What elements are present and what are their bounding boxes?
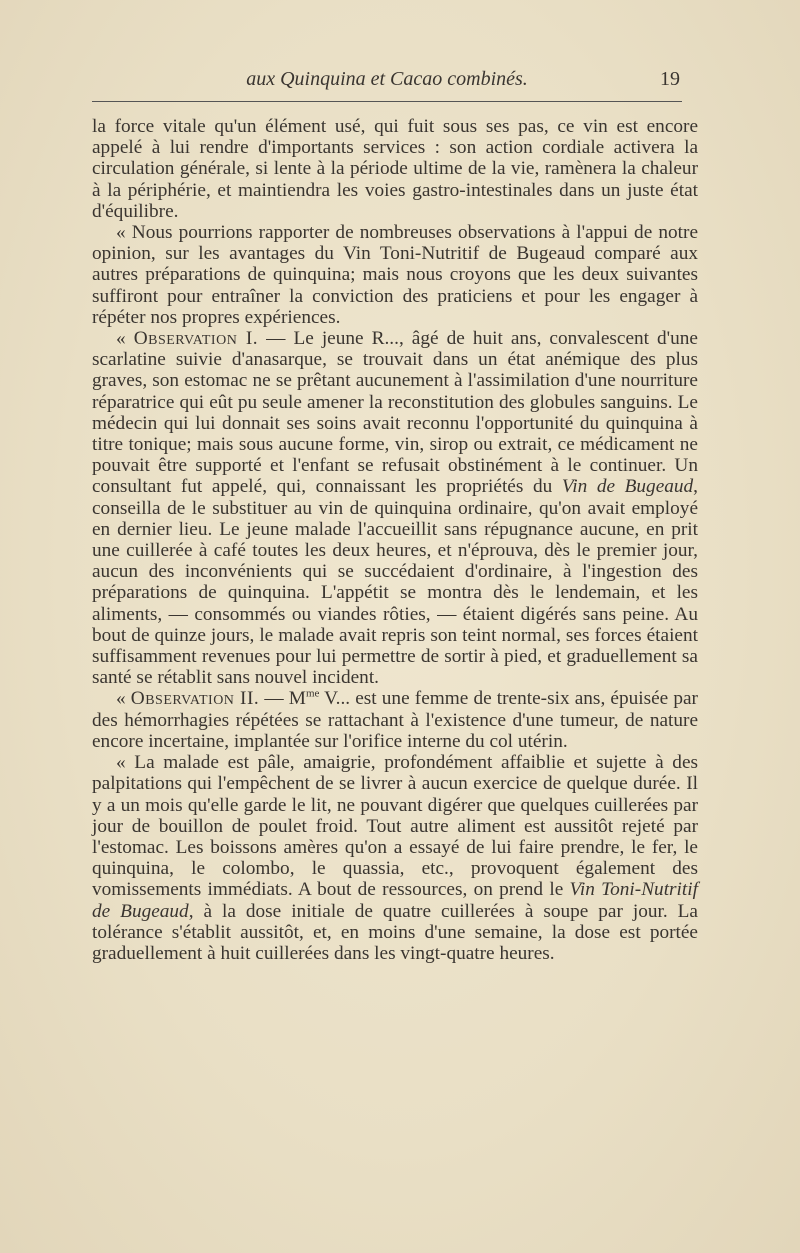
header-rule <box>92 101 682 102</box>
paragraph-text: , à la dose initiale de quatre cuillerées à soupe par jour. La tolérance s'établit aussitôt, et, en moins d'une semaine, la dose est portée graduellement à huit cuillerées dans les vingt-quatre heures. <box>92 900 698 964</box>
paragraph-text: « La malade est pâle, amaigrie, profondément affaiblie et sujette à des palpitations qui l'empêchent de se livrer à aucun exercice de quelque durée. Il y a un mois qu'elle garde le lit, ne pouvant digérer que quelques cuillerées par jour de bouillon de poulet froid. Tout autre aliment est aussitôt rejeté par l'estomac. Les boissons amères qu'on a essayé de lui faire prendre, le fer, le quinquina, le colombo, le quassia, etc., provoquent également des vomissements immédiats. A bout de ressources, on prend le <box>92 752 698 901</box>
superscript-me: me <box>305 688 320 701</box>
paragraph-continuation <box>92 116 698 222</box>
product-name: Vin de Bugeaud <box>561 476 694 498</box>
observation-label: Observation I. <box>133 328 259 350</box>
paragraph-observation-1 <box>92 328 698 688</box>
paragraph-patient <box>92 752 698 964</box>
paragraph-text: V... est une femme de trente-six ans, épuisée par des hémorrhagies répétées se rattachant à l'existence d'une tumeur, de nature encore incertaine, implantée sur l'orifice interne du col utérin. <box>92 688 698 752</box>
observation-label: Observation II. <box>130 688 260 710</box>
paragraph-text: , conseilla de le substituer au vin de quinquina ordinaire, qu'on avait employé en dernier lieu. Le jeune malade l'accueillit sans répugnance aucune, en prit une cuillerée à café toutes les deux heures, et n'éprouva, dès le premier jour, aucun des inconvénients qui se succédaient d'ordinaire, à l'ingestion des préparations de quinquina. L'appétit se montra dès le lendemain, et les aliments, — consommés ou viandes rôties, — étaient digérés sans peine. Au bout de quinze jours, le malade avait repris son teint normal, ses forces étaient suffisamment revenues pour lui permettre de sortir à pied, et graduellement sa santé se rétablit sans nouvel incident. <box>92 476 698 689</box>
body-text <box>92 116 698 964</box>
paragraph-text: — Le jeune R..., âgé de huit ans, convalescent d'une scarlatine suivie d'anasarque, se trouvait dans un état anémique des plus graves, son estomac ne se prêtant aucunement à l'assimilation d'une nourriture réparatrice qui eût pu seule amener la reconstitution des globules sanguins. Le médecin qui lui donnait ses soins avait reconnu l'opportunité du quinquina à titre tonique; mais sous aucune forme, vin, sirop ou extrait, ce médicament ne pouvait être supporté et l'enfant se refusait obstinément à le continuer. Un consultant fut appelé, qui, connaissant les propriétés du <box>92 328 698 498</box>
page-number: 19 <box>660 68 680 90</box>
quote-mark: « <box>116 328 134 350</box>
running-title: aux Quinquina et Cacao combinés. <box>246 68 528 90</box>
paragraph-opinion <box>92 222 698 328</box>
page-header <box>92 64 682 100</box>
quote-mark: « <box>116 688 131 710</box>
product-name: Vin Toni-Nutritif de Bugeaud <box>92 879 698 922</box>
paragraph-observation-2 <box>92 688 698 752</box>
paragraph-text: la force vitale qu'un élément usé, qui fuit sous ses pas, ce vin est encore appelé à lui rendre d'importants services : son action cordiale activera la circulation générale, si lente à la période ultime de la vie, ramènera la chaleur à la périphérie, et maintiendra les voies gastro-intestinales dans un juste état d'équilibre. <box>92 116 698 222</box>
paragraph-text: « Nous pourrions rapporter de nombreuses observations à l'appui de notre opinion, sur les avantages du Vin Toni-Nutritif de Bugeaud comparé aux autres préparations de quinquina; mais nous croyons que les deux suivantes suffiront pour entraîner la conviction des praticiens et pour les engager à répéter nos propres expériences. <box>92 222 698 328</box>
paragraph-text: — M <box>259 688 306 710</box>
